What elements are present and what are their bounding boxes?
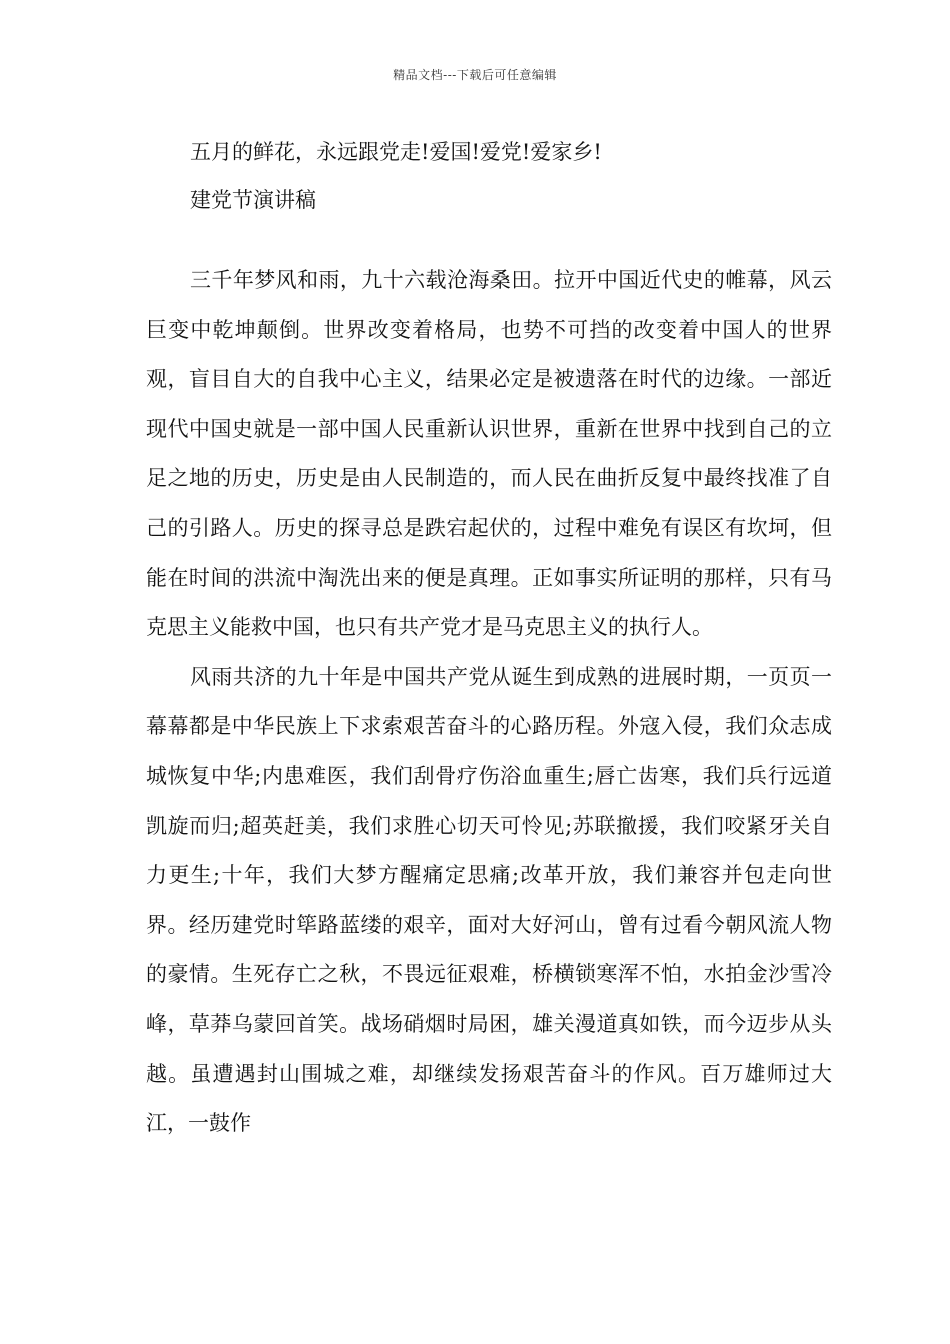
document-title-line-2: 建党节演讲稿 <box>190 188 316 212</box>
page-header: 精品文档---下载后可任意编辑 <box>393 68 557 82</box>
document-body <box>146 256 832 1149</box>
paragraph-2: 风雨共济的九十年是中国共产党从诞生到成熟的进展时期，一页页一幕幕都是中华民族上下求索艰苦奋斗的心路历程。外寇入侵，我们众志成城恢复中华;内患难医，我们刮骨疗伤浴血重生;唇亡齿寒，我们兵行远道凯旋而归;超英赶美，我们求胜心切天可怜见;苏联撤援，我们咬紧牙关自力更生;十年，我们大梦方醒痛定思痛;改革开放，我们兼容并包走向世界。经历建党时筚路蓝缕的艰辛，面对大好河山，曾有过看今朝风流人物的豪情。生死存亡之秋，不畏远征艰难，桥横锁寒浑不怕，水拍金沙雪冷峰，草莽乌蒙回首笑。战场硝烟时局困，雄关漫道真如铁，而今迈步从头越。虽遭遇封山围城之难，却继续发扬艰苦奋斗的作风。百万雄师过大江，一鼓作 <box>146 664 832 1136</box>
paragraph-1: 三千年梦风和雨，九十六载沧海桑田。拉开中国近代史的帷幕，风云巨变中乾坤颠倒。世界改变着格局，也势不可挡的改变着中国人的世界观，盲目自大的自我中心主义，结果必定是被遗落在时代的边缘。一部近现代中国史就是一部中国人民重新认识世界，重新在世界中找到自己的立足之地的历史，历史是由人民制造的，而人民在曲折反复中最终找准了自己的引路人。历史的探寻总是跌宕起伏的，过程中难免有误区有坎坷，但能在时间的洪流中淘洗出来的便是真理。正如事实所证明的那样，只有马克思主义能救中国，也只有共产党才是马克思主义的执行人。 <box>146 268 832 640</box>
document-title-line-1: 五月的鲜花，永远跟党走!爱国!爱党!爱家乡! <box>190 140 602 164</box>
